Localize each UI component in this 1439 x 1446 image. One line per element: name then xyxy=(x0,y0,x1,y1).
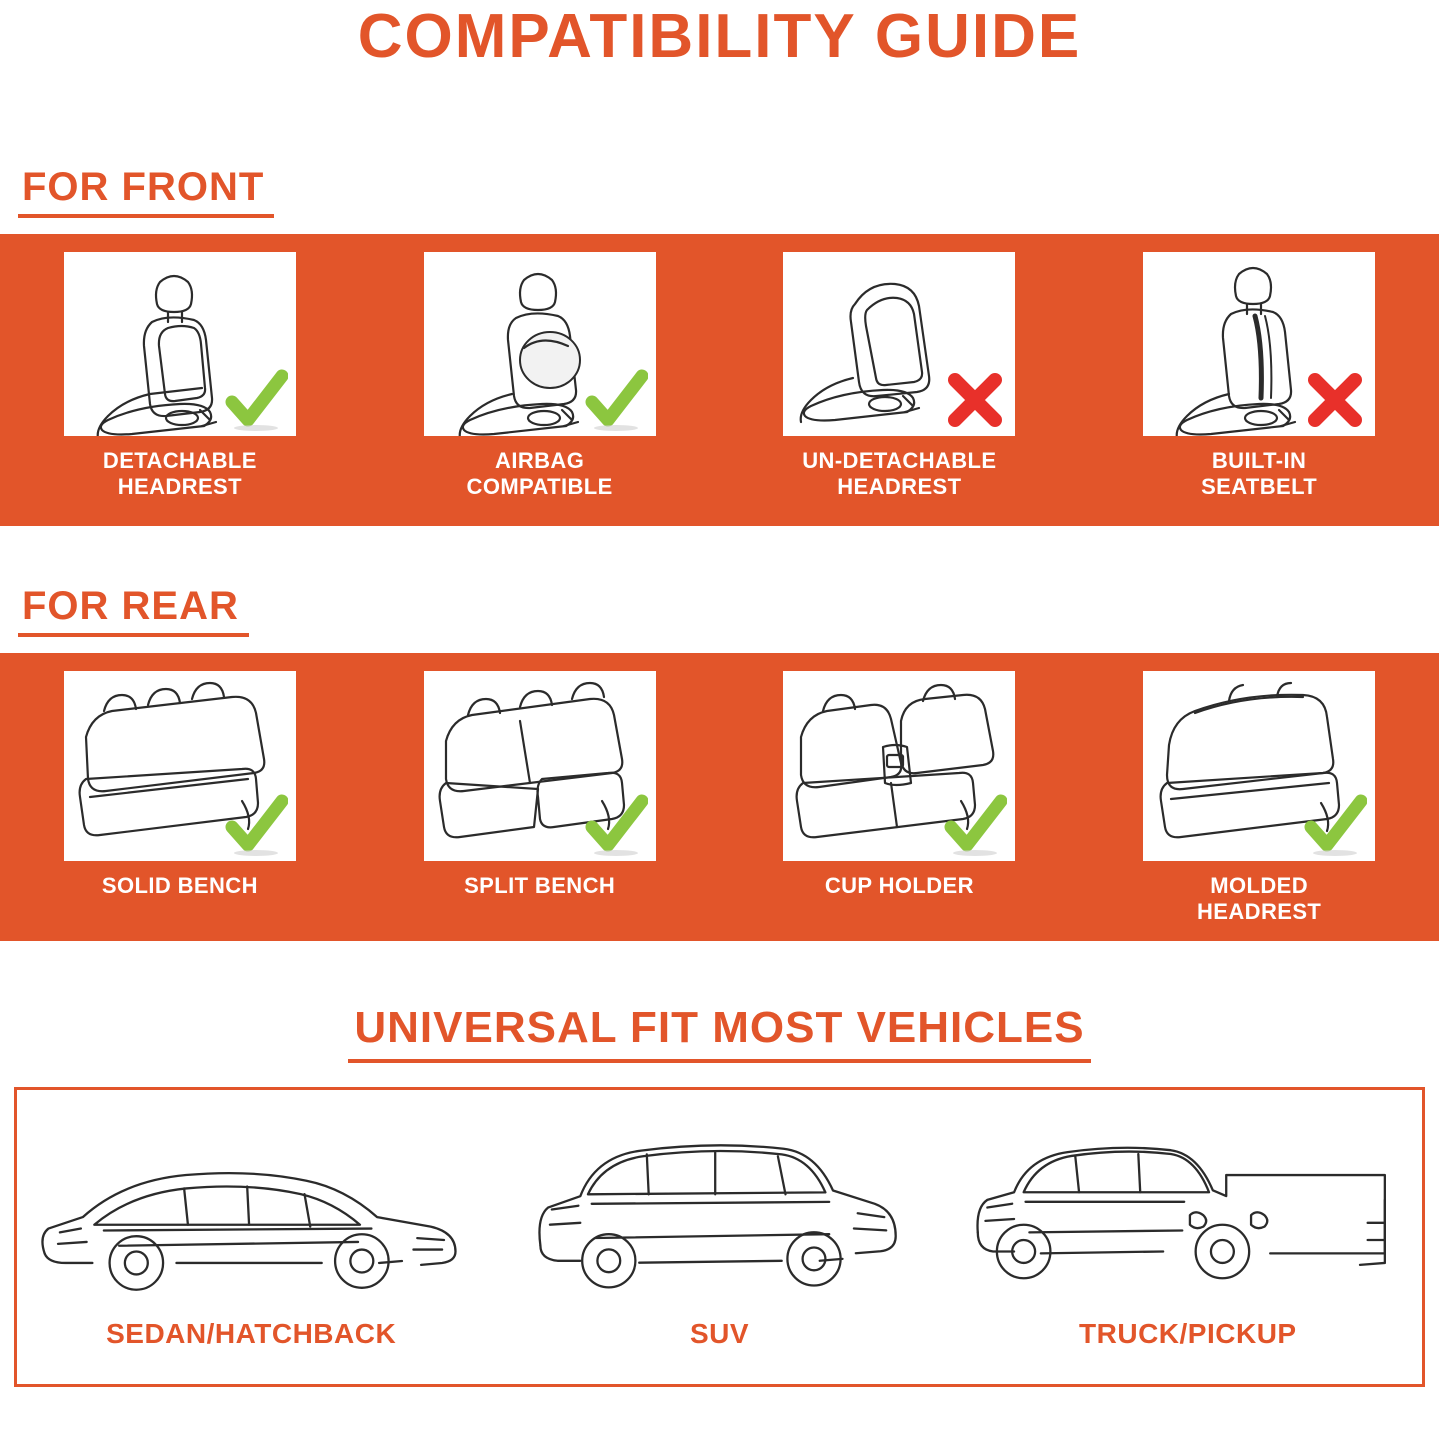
rear-item-solid-bench[interactable] xyxy=(55,671,305,899)
cross-mark-icon xyxy=(1303,368,1367,432)
front-section-header-wrap xyxy=(0,165,1439,218)
sedan-icon xyxy=(31,1133,471,1305)
vehicle-truck[interactable] xyxy=(968,1124,1408,1350)
universal-fit-title xyxy=(0,1003,1439,1063)
front-item-thumb xyxy=(64,252,296,436)
vehicle-label: SUV xyxy=(689,1318,750,1350)
cross-mark-icon xyxy=(943,368,1007,432)
suv-icon xyxy=(529,1133,909,1305)
vehicle-label: SEDAN/HATCHBACK xyxy=(106,1318,397,1350)
rear-item-label: SOLID BENCH xyxy=(101,873,258,899)
front-item-builtin-seatbelt[interactable] xyxy=(1134,252,1384,500)
rear-section-header-wrap xyxy=(0,584,1439,637)
rear-item-label: MOLDED HEADREST xyxy=(1197,873,1322,925)
rear-item-thumb xyxy=(783,671,1015,861)
vehicle-label: TRUCK/PICKUP xyxy=(1079,1318,1297,1350)
rear-item-molded-headrest[interactable] xyxy=(1134,671,1384,925)
check-mark-icon xyxy=(1303,793,1367,857)
front-item-thumb xyxy=(783,252,1015,436)
vehicle-art xyxy=(31,1124,471,1314)
front-item-thumb xyxy=(424,252,656,436)
universal-fit-title-text: UNIVERSAL FIT MOST VEHICLES xyxy=(348,1003,1090,1063)
rear-item-label: SPLIT BENCH xyxy=(464,873,616,899)
rear-item-cup-holder[interactable] xyxy=(774,671,1024,899)
check-mark-icon xyxy=(224,793,288,857)
truck-icon xyxy=(968,1133,1408,1305)
check-mark-icon xyxy=(943,793,1007,857)
front-item-undetachable-headrest[interactable] xyxy=(774,252,1024,500)
rear-items-band xyxy=(0,653,1439,941)
front-item-airbag-compatible[interactable] xyxy=(415,252,665,500)
front-items-band xyxy=(0,234,1439,526)
rear-item-label: CUP HOLDER xyxy=(824,873,974,899)
front-item-label: AIRBAG COMPATIBLE xyxy=(466,448,613,500)
rear-item-thumb xyxy=(424,671,656,861)
rear-item-thumb xyxy=(1143,671,1375,861)
check-mark-icon xyxy=(584,793,648,857)
section-heading-rear: FOR REAR xyxy=(18,584,249,637)
front-item-label: UN-DETACHABLE HEADREST xyxy=(802,448,997,500)
vehicle-art xyxy=(968,1124,1408,1314)
page-title: COMPATIBILITY GUIDE xyxy=(357,2,1082,71)
front-item-thumb xyxy=(1143,252,1375,436)
section-heading-front: FOR FRONT xyxy=(18,165,274,218)
check-mark-icon xyxy=(224,368,288,432)
vehicle-suv[interactable] xyxy=(499,1124,939,1350)
front-item-label: BUILT-IN SEATBELT xyxy=(1201,448,1318,500)
check-mark-icon xyxy=(584,368,648,432)
vehicle-sedan[interactable] xyxy=(31,1124,471,1350)
front-item-detachable-headrest[interactable] xyxy=(55,252,305,500)
rear-item-thumb xyxy=(64,671,296,861)
front-item-label: DETACHABLE HEADREST xyxy=(102,448,257,500)
rear-item-split-bench[interactable] xyxy=(415,671,665,899)
vehicle-types-box xyxy=(14,1087,1425,1387)
vehicle-art xyxy=(529,1124,909,1314)
